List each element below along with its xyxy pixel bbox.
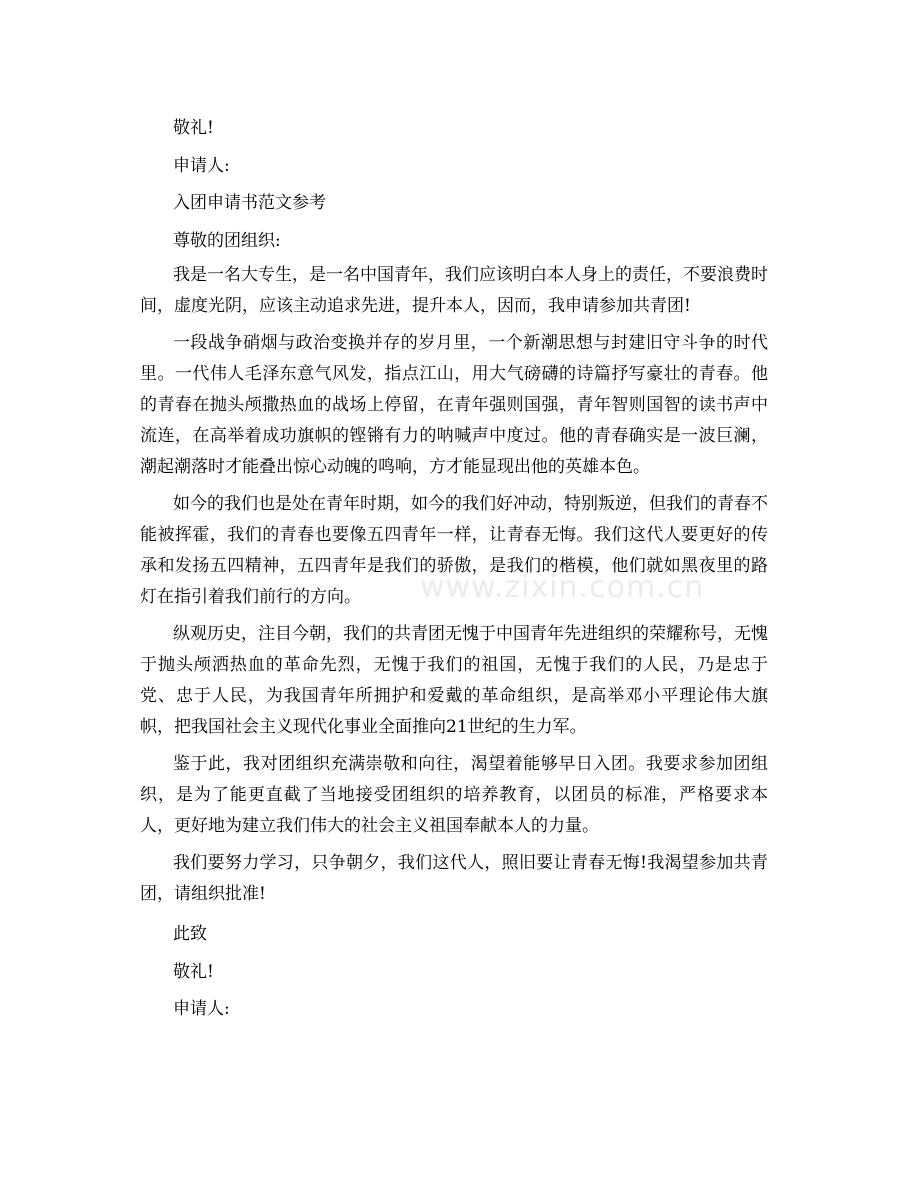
closing-line: 此致 [173, 924, 207, 944]
body-paragraph: 如今的我们也是处在青年时期，如今的我们好冲动，特别叛逆，但我们的青春不能被挥霍，我们的青春也要像五四青年一样，让青春无悔。我们这代人要更好的传承和发扬五四精神，五四青年是我们的骄傲，是我们的楷模，他们就如黑夜里的路灯在指引着我们前行的方向。 [140, 494, 768, 607]
closing-applicant: 申请人: [173, 999, 230, 1019]
watermark: www.zixin.com.cn [420, 570, 705, 605]
salutation-line: 敬礼! [173, 118, 214, 138]
body-paragraph: 一段战争硝烟与政治变换并存的岁月里，一个新潮思想与封建旧守斗争的时代里。一代伟人毛泽东意气风发，指点江山，用大气磅礴的诗篇抒写豪壮的青春。他的青春在抛头颅撒热血的战场上停留，在青年强则国强，青年智则国智的读书声中流连，在高举着成功旗帜的铿锵有力的呐喊声中度过。他的青春确实是一波巨澜，潮起潮落时才能叠出惊心动魄的鸣响，方才能显现出他的英雄本色。 [140, 333, 768, 477]
closing-salute: 敬礼! [173, 961, 214, 982]
applicant-line: 申请人: [173, 155, 230, 176]
body-paragraph: 鉴于此，我对团组织充满崇敬和向往，渴望着能够早日入团。我要求参加团组织，是为了能更直截了当地接受团组织的培养教育，以团员的标准，严格要求本人，更好地为建立我们伟大的社会主义祖国奉献本人的力量。 [140, 754, 768, 836]
document-title: 入团申请书范文参考 [173, 193, 326, 213]
body-paragraph: 纵观历史，注目今朝，我们的共青团无愧于中国青年先进组织的荣耀称号，无愧于抛头颅洒热血的革命先烈，无愧于我们的祖国，无愧于我们的人民，乃是忠于党、忠于人民，为我国青年所拥护和爱戴的革命组织，是高举邓小平理论伟大旗帜，把我国社会主义现代化事业全面推向21世纪的生力军。 [140, 624, 768, 737]
greeting-line: 尊敬的团组织: [173, 230, 281, 251]
body-paragraph: 我们要努力学习，只争朝夕，我们这代人，照旧要让青春无悔!我渴望参加共青团，请组织批准! [140, 853, 768, 904]
body-paragraph: 我是一名大专生，是一名中国青年，我们应该明白本人身上的责任，不要浪费时间，虚度光阴，应该主动追求先进，提升本人，因而，我申请参加共青团! [140, 265, 768, 316]
